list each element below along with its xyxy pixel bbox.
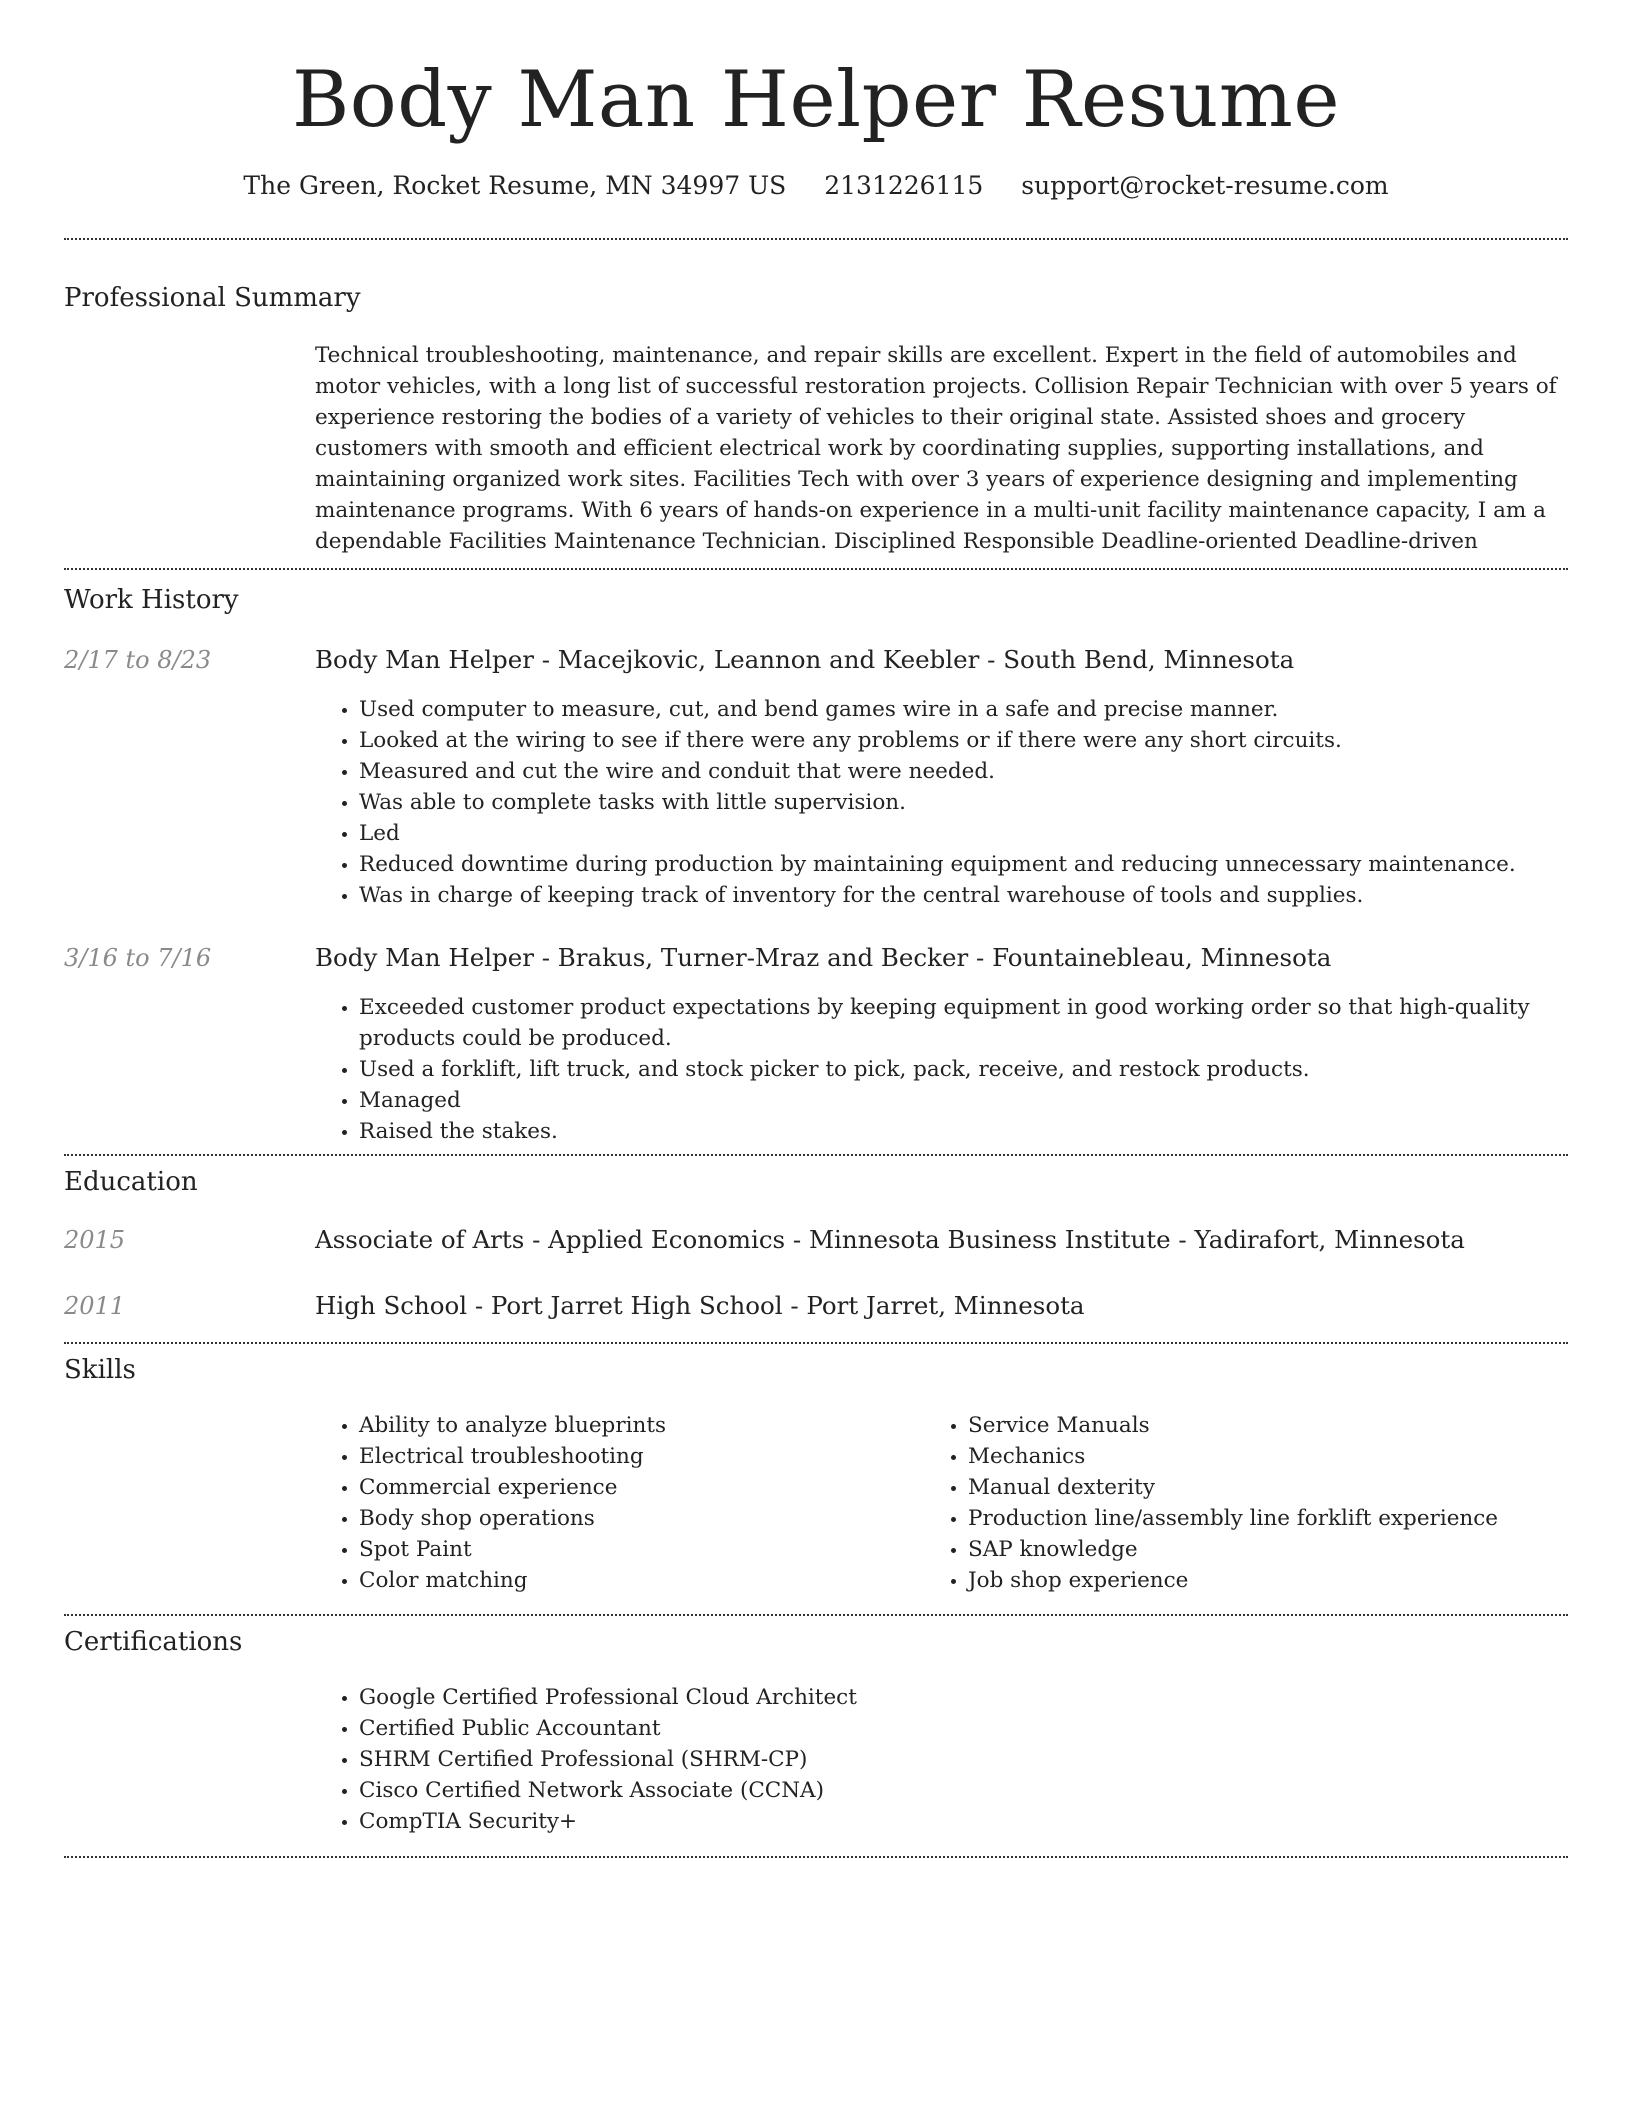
list-item: • Manual dexterity (968, 1472, 1608, 1503)
list-item: • SAP knowledge (968, 1534, 1608, 1565)
section-title-skills: Skills (64, 1355, 136, 1385)
list-item: • Color matching (359, 1565, 919, 1596)
list-item: • Ability to analyze blueprints (359, 1410, 919, 1441)
skills-list-left (315, 1410, 919, 1596)
education-entry: High School - Port Jarret High School - Port Jarret, Minnesota (315, 1291, 1085, 1320)
divider (64, 238, 1568, 240)
list-item: • Used computer to measure, cut, and bend games wire in a safe and precise manner. (359, 694, 1568, 725)
contact-phone: 2131226115 (824, 171, 984, 200)
resume-header (64, 52, 1568, 202)
list-item: • Managed (359, 1085, 1568, 1116)
list-item: • Electrical troubleshooting (359, 1441, 919, 1472)
list-item: • Reduced downtime during production by maintaining equipment and reducing unnecessary maintenance. (359, 849, 1568, 880)
section-title-certifications: Certifications (64, 1627, 243, 1657)
job-dates: 2/17 to 8/23 (64, 646, 212, 674)
list-item: • Looked at the wiring to see if there were any problems or if there were any short circuits. (359, 725, 1568, 756)
list-item: • Measured and cut the wire and conduit that were needed. (359, 756, 1568, 787)
list-item: • Was in charge of keeping track of inventory for the central warehouse of tools and supplies. (359, 880, 1568, 911)
list-item: • Certified Public Accountant (359, 1713, 1568, 1744)
section-title-work-history: Work History (64, 585, 239, 615)
list-item: • Was able to complete tasks with little supervision. (359, 787, 1568, 818)
contact-email: support@rocket-resume.com (1021, 171, 1389, 200)
job-heading: Body Man Helper - Brakus, Turner-Mraz and Becker - Fountainebleau, Minnesota (315, 943, 1332, 972)
list-item: • Led (359, 818, 1568, 849)
section-title-summary: Professional Summary (64, 283, 361, 313)
list-item: • Body shop operations (359, 1503, 919, 1534)
divider (64, 1614, 1568, 1616)
divider (64, 1154, 1568, 1156)
divider (64, 1856, 1568, 1858)
list-item: • Cisco Certified Network Associate (CCNA) (359, 1775, 1568, 1806)
contact-address: The Green, Rocket Resume, MN 34997 US (243, 171, 787, 200)
education-year: 2015 (64, 1226, 126, 1254)
skills-list-right (924, 1410, 1608, 1596)
list-item: • Raised the stakes. (359, 1116, 1568, 1147)
job-heading: Body Man Helper - Macejkovic, Leannon and Keebler - South Bend, Minnesota (315, 645, 1295, 674)
education-year: 2011 (64, 1292, 126, 1320)
divider (64, 568, 1568, 570)
list-item: • Google Certified Professional Cloud Architect (359, 1682, 1568, 1713)
list-item: • CompTIA Security+ (359, 1806, 1568, 1837)
job-bullets (315, 694, 1568, 911)
contact-line (64, 170, 1568, 202)
list-item: • Commercial experience (359, 1472, 919, 1503)
list-item: • Job shop experience (968, 1565, 1608, 1596)
list-item: • Mechanics (968, 1441, 1608, 1472)
list-item: • SHRM Certified Professional (SHRM-CP) (359, 1744, 1568, 1775)
education-entry: Associate of Arts - Applied Economics - Minnesota Business Institute - Yadirafort, Minnesota (315, 1225, 1465, 1254)
list-item: • Used a forklift, lift truck, and stock picker to pick, pack, receive, and restock products. (359, 1054, 1568, 1085)
list-item: • Production line/assembly line forklift experience (968, 1503, 1608, 1534)
certifications-list (315, 1682, 1568, 1837)
list-item: • Service Manuals (968, 1410, 1608, 1441)
job-dates: 3/16 to 7/16 (64, 944, 212, 972)
section-title-education: Education (64, 1167, 198, 1197)
resume-title: Body Man Helper Resume (291, 55, 1341, 145)
list-item: • Spot Paint (359, 1534, 919, 1565)
job-bullets (315, 992, 1568, 1147)
summary-text: Technical troubleshooting, maintenance, and repair skills are excellent. Expert in the field of automobiles and motor vehicles, with a long list of successful restoration projects. Collision Repair Technician with over 5 years of experience restoring the bodies of a variety of vehicles to their original state. Assisted shoes and grocery customers with smooth and efficient electrical work by coordinating supplies, supporting installations, and maintaining organized work sites. Facilities Tech with over 3 years of experience designing and implementing maintenance programs. With 6 years of hands-on experience in a multi-unit facility maintenance capacity, I am a dependable Facilities Maintenance Technician. Disciplined Responsible Deadline-oriented Deadline-driven (315, 343, 1557, 554)
divider (64, 1342, 1568, 1344)
list-item: • Exceeded customer product expectations by keeping equipment in good working order so that high-quality products could be produced. (359, 992, 1568, 1054)
